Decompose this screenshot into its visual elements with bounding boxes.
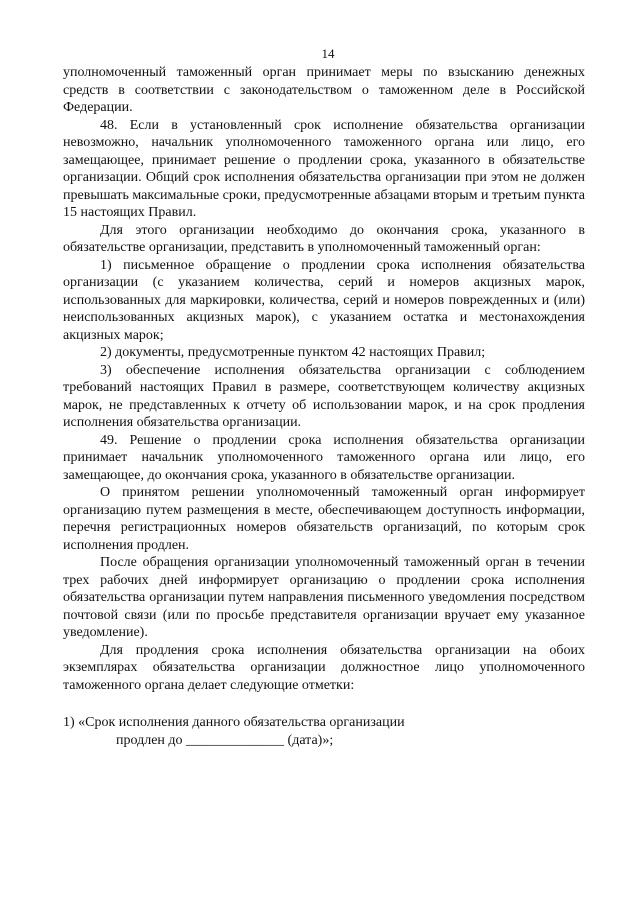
paragraph-49-written-notice: После обращения организации уполномоченный таможенный орган в течении трех рабочих дней информирует организацию о продлении срока исполнения обязательства организации путем направления письменного уведомления посредством почтовой связи (или по просьбе представителя организации вручает ему указанное уведомление). <box>63 555 585 640</box>
page-number: 14 <box>321 46 335 61</box>
requirement-item-2: 2) документы, предусмотренные пунктом 42 настоящих Правил; <box>100 345 486 360</box>
paragraph-49-marks-intro: Для продления срока исполнения обязательства организации на обоих экземплярах обязательства организации должностное лицо уполномоченного таможенного органа делает следующие отметки: <box>63 642 585 693</box>
paragraph-49-notification: О принятом решении уполномоченный таможенный орган информирует организацию путем размещения в месте, обеспечивающем доступность информации, перечня регистрационных номеров обязательств организаций, по которым срок исполнения продлен. <box>63 485 585 553</box>
mark-text-line-2: продлен до ______________ (дата)»; <box>116 732 334 748</box>
document-body <box>63 64 585 749</box>
paragraph-49: 49. Решение о продлении срока исполнения обязательства организации принимает начальник уполномоченного таможенного органа или лицо, его замещающее, до окончания срока, указанного в обязательстве организации. <box>63 432 585 483</box>
requirement-item-3: 3) обеспечение исполнения обязательства организации с соблюдением требований настоящих Правил в размере, соответствующем количеству акцизных марок, не представленных к отчету об использовании марок, и на срок продления исполнения обязательства организации. <box>63 362 585 430</box>
paragraph-48: 48. Если в установленный срок исполнение обязательства организации невозможно, начальник уполномоченного таможенного органа или лицо, его замещающее, принимает решение о продлении срока, указанного в обязательстве организации. Общий срок исполнения обязательства организации при этом не должен превышать максимальные сроки, предусмотренные абзацами вторым и третьим пункта 15 настоящих Правил. <box>63 117 585 220</box>
requirement-item-1: 1) письменное обращение о продлении срока исполнения обязательства организации (с указанием количества, серий и номеров акцизных марок, использованных для маркировки, количества, серий и номеров поврежденных и (или) неиспользованных акцизных марок), с указанием остатка и местонахождения акцизных марок; <box>63 257 585 343</box>
mark-text-line-1: 1) «Срок исполнения данного обязательства организации <box>63 715 405 730</box>
paragraph-48-requirements-intro: Для этого организации необходимо до окончания срока, указанного в обязательстве организации, представить в уполномоченный таможенный орган: <box>63 222 585 255</box>
document-page <box>63 46 585 749</box>
paragraph-continuation: уполномоченный таможенный орган принимает меры по взысканию денежных средств в соответствии с законодательством о таможенном деле в Российской Федерации. <box>63 65 585 115</box>
